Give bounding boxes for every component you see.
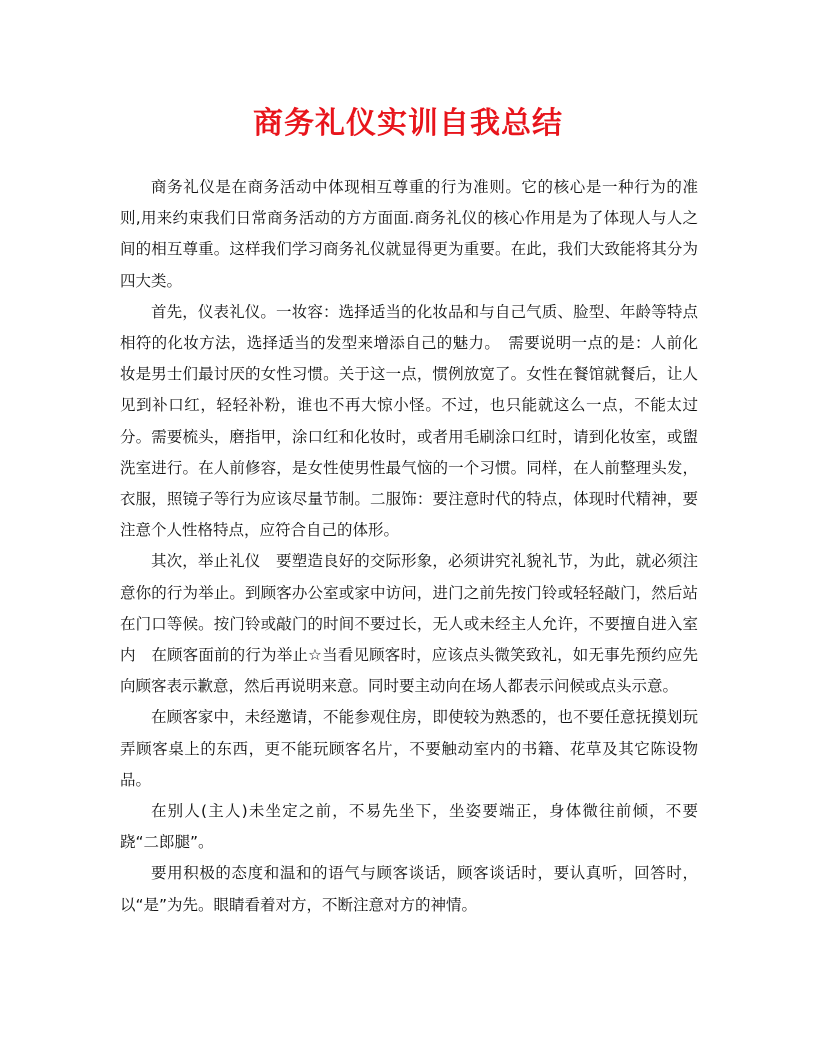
paragraph-conversation: 要用积极的态度和温和的语气与顾客谈话，顾客谈话时，要认真听，回答时，以“是”为先。眼睛看着对方，不断注意对方的神情。 — [120, 864, 698, 914]
paragraph-sitting: 在别人(主人)未坐定之前，不易先坐下，坐姿要端正，身体微往前倾，不要跷“二郎腿”。 — [120, 802, 698, 852]
document-title: 商务礼仪实训自我总结 — [253, 106, 563, 141]
paragraph-appearance: 首先，仪表礼仪。一妆容：选择适当的化妆品和与自己气质、脸型、年龄等特点相符的化妆方法，选择适当的发型来增添自己的魅力。 需要说明一点的是：人前化妆是男士们最讨厌的女性习惯。关于这一点，惯例放宽了。女性在餐馆就餐后，让人见到补口红，轻轻补粉，谁也不再大惊小怪。不过，也只能就这么一点，不能太过分。需要梳头，磨指甲，涂口红和化妆时，或者用毛刷涂口红时，请到化妆室，或盥洗室进行。在人前修容，是女性使男性最气恼的一个习惯。同样，在人前整理头发，衣服，照镜子等行为应该尽量节制。二服饰：要注意时代的特点，体现时代精神，要注意个人性格特点，应符合自己的体形。 — [120, 302, 698, 540]
document-body — [120, 172, 698, 921]
paragraph-customer-home: 在顾客家中，未经邀请，不能参观住房，即使较为熟悉的，也不要任意抚摸划玩弄顾客桌上的东西，更不能玩顾客名片，不要触动室内的书籍、花草及其它陈设物品。 — [120, 708, 698, 789]
paragraph-intro: 商务礼仪是在商务活动中体现相互尊重的行为准则。它的核心是一种行为的准则,用来约束我们日常商务活动的方方面面.商务礼仪的核心作用是为了体现人与人之间的相互尊重。这样我们学习商务礼仪就显得更为重要。在此，我们大致能将其分为四大类。 — [120, 178, 698, 290]
paragraph-behavior: 其次，举止礼仪 要塑造良好的交际形象，必须讲究礼貌礼节，为此，就必须注意你的行为举止。到顾客办公室或家中访问，进门之前先按门铃或轻轻敲门，然后站在门口等候。按门铃或敲门的时间不要过长，无人或未经主人允许，不要擅自进入室内 在顾客面前的行为举止☆当看见顾客时，应该点头微笑致礼，如无事先预约应先向顾客表示歉意，然后再说明来意。同时要主动向在场人都表示问候或点头示意。 — [120, 552, 698, 696]
